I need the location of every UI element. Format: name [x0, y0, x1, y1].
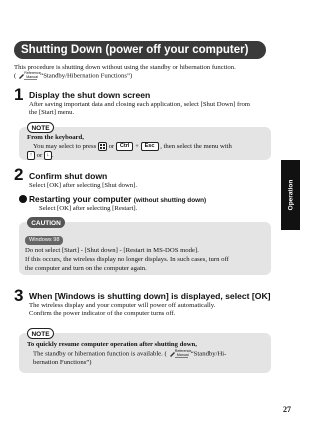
windows-98-badge: Windows 98: [25, 236, 63, 245]
step-3-number: 3: [14, 286, 24, 305]
note-2-line-2: bernation Functions”): [33, 359, 92, 366]
step-1-line-1: After saving important data and closing each application, select [Shut Down] from: [29, 101, 250, 108]
esc-key: Esc: [141, 142, 159, 151]
step-3-title: When [Windows is shutting down] is displayed, select [OK]: [29, 291, 271, 301]
intro-line-2: ( Reference Manual “Standby/Hibernation Functions”): [14, 71, 133, 80]
restart-line-1: Select [OK] after selecting [Restart].: [39, 205, 138, 212]
arrow-up-key-icon: ↑: [27, 151, 35, 160]
caution-line-3: the computer and turn on the computer again.: [25, 265, 147, 272]
caution-badge: CAUTION: [27, 217, 65, 228]
caution-line-2: If this occurs, the wireless display no longer displays. In such cases, turn off: [25, 256, 229, 263]
restart-title: Restarting your computer (without shutting down): [29, 194, 207, 204]
step-1-title: Display the shut down screen: [29, 90, 151, 100]
step-2-line-1: Select [OK] after selecting [Shut down].: [29, 182, 138, 189]
reference-manual-icon: Reference Manual: [18, 72, 38, 80]
note-badge: NOTE: [27, 328, 54, 339]
page-title: Shutting Down (power off your computer): [14, 41, 266, 59]
step-2-number: 2: [14, 165, 24, 184]
page-number: 27: [283, 405, 291, 414]
side-tab: [281, 160, 300, 230]
step-2-title: Confirm shut down: [29, 171, 108, 181]
step-1-number: 1: [14, 85, 24, 104]
arrow-down-key-icon: ↓: [44, 151, 52, 160]
note-2-line-1: The standby or hibernation function is available. ( Reference Manual “Standby/Hi-: [33, 349, 227, 358]
step-1-line-2: the [Start] menu.: [29, 109, 75, 116]
note-1-heading: From the keyboard,: [27, 134, 84, 141]
step-3-line-2: Confirm the power indicator of the computer turns off.: [29, 310, 176, 317]
caution-line-1: Do not select [Start] - [Shut down] - [Restart in MS-DOS mode].: [25, 247, 199, 254]
note-1-line-2: ↑ or ↓ .: [27, 151, 54, 161]
note-1-line-1: You may select to press or Ctrl + Esc , then select the menu with: [33, 143, 232, 151]
note-badge: NOTE: [27, 122, 54, 133]
step-3-line-1: The wireless display and your computer will power off automatically.: [29, 302, 216, 309]
ctrl-key: Ctrl: [116, 142, 134, 151]
windows-key-icon: [98, 142, 107, 151]
side-tab-label: Operation: [287, 179, 294, 211]
intro-line-1: This procedure is shutting down without using the standby or hibernation function.: [14, 64, 236, 71]
bullet-icon: [19, 195, 27, 203]
reference-manual-icon: Reference Manual: [169, 350, 189, 358]
note-2-heading: To quickly resume computer operation after shutting down,: [27, 341, 197, 348]
